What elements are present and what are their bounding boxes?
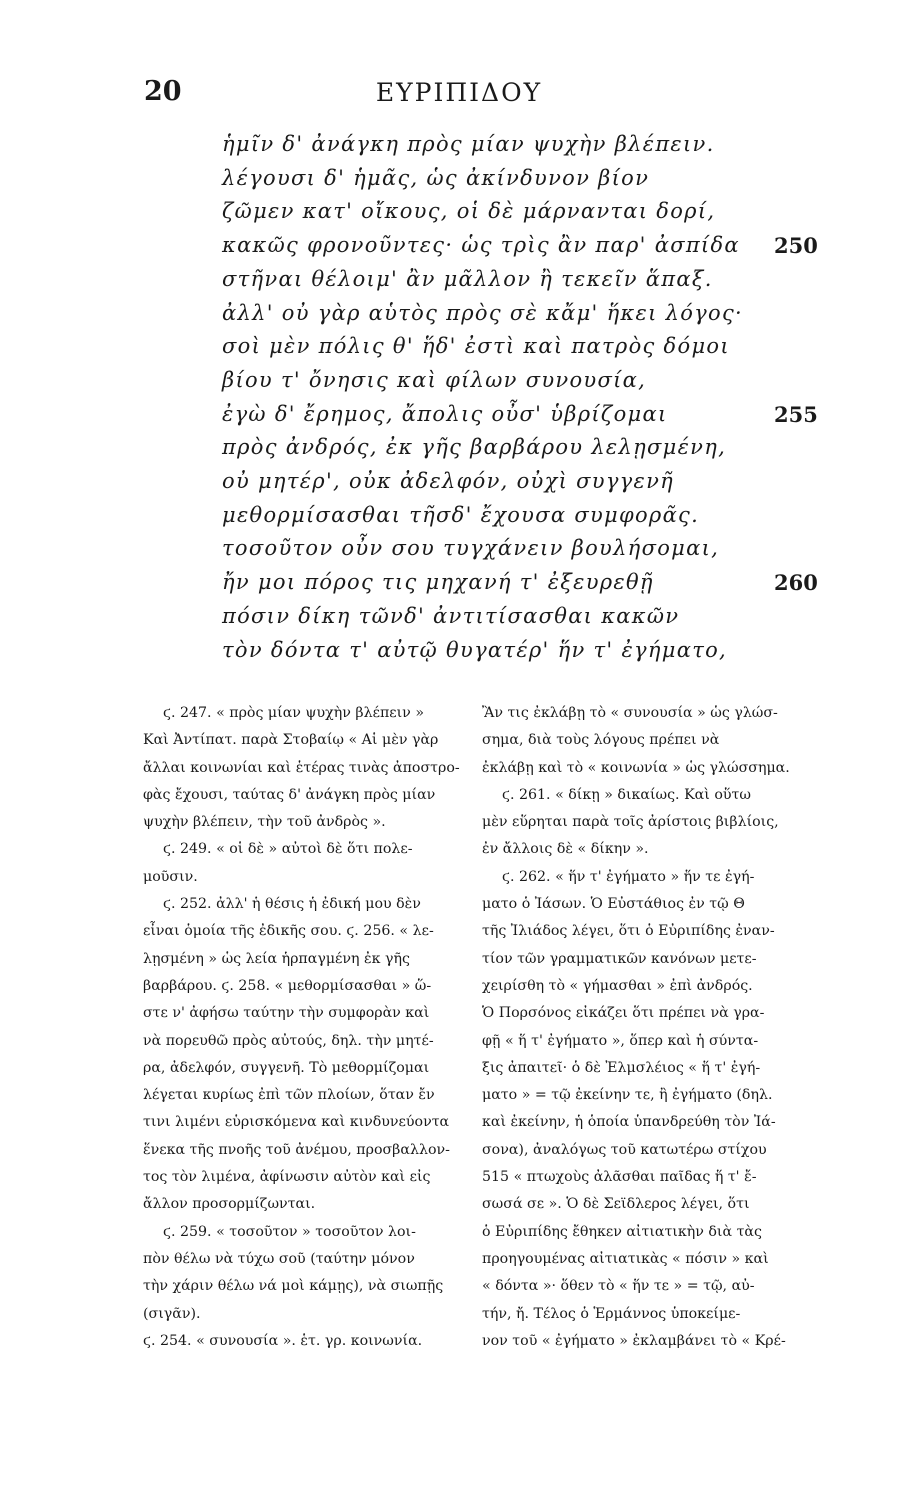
note-line: λῃσμένη » ὡς λεία ἡρπαγμένη ἐκ γῆς bbox=[143, 950, 410, 967]
note-line: ρα, ἀδελφόν, συγγενῆ. Τὸ μεθορμίζομαι bbox=[143, 1059, 430, 1076]
verse-line: ζῶμεν κατ' οἴκους, οἱ δὲ μάρνανται δορί, bbox=[222, 199, 716, 224]
note-line: τίον τῶν γραμματικῶν κανόνων μετε- bbox=[482, 950, 757, 967]
note-line: τῆς Ἰλιάδος λέγει, ὅτι ὁ Εὐριπίδης ἐναν- bbox=[482, 923, 775, 940]
note-line: ματο » = τῷ ἐκείνην τε, ἢ ἐγήματο (δηλ. bbox=[482, 1087, 773, 1104]
notes-right-column bbox=[482, 700, 822, 1355]
note-line: ϛ. 254. « συνουσία ». ἑτ. γρ. κοινωνία. bbox=[143, 1332, 423, 1349]
note-line: τὴν χάριν θέλω νά μοὶ κάμῃς), νὰ σιωπῇς bbox=[143, 1278, 444, 1295]
verse-line-number: 250 bbox=[774, 233, 818, 259]
note-line: πὸν θέλω νὰ τύχω σοῦ (ταύτην μόνον bbox=[143, 1250, 415, 1267]
verse-line: βίου τ' ὄνησις καὶ φίλων συνουσία, bbox=[222, 367, 647, 392]
note-line: μοῦσιν. bbox=[143, 868, 198, 885]
verse-line: πρὸς ἀνδρός, ἐκ γῆς βαρβάρου λελῃσμένη, bbox=[222, 435, 727, 460]
page-header bbox=[0, 70, 918, 110]
note-line: τος τὸν λιμένα, ἀφίνωσιν αὐτὸν καὶ εἰς bbox=[143, 1169, 431, 1186]
note-line: σωσά σε ». Ὁ δὲ Σεϊδλερος λέγει, ὅτι bbox=[482, 1196, 750, 1213]
verse-line-number: 255 bbox=[774, 401, 818, 427]
note-line: ξις ἀπαιτεῖ· ὁ δὲ Ἐλμσλέιος « ἥ τ' ἐγή- bbox=[482, 1059, 761, 1076]
verse-line: μεθορμίσασθαι τῆσδ' ἔχουσα συμφορᾶς. bbox=[222, 502, 700, 527]
note-line: ὁ Εὐριπίδης ἔθηκεν αἰτιατικὴν διὰ τὰς bbox=[482, 1223, 762, 1240]
note-line: 515 « πτωχοὺς ἀλᾶσθαι παῖδας ἥ τ' ἔ- bbox=[482, 1169, 757, 1186]
notes-left-column bbox=[143, 700, 481, 1355]
note-line: Ἂν τις ἐκλάβῃ τὸ « συνουσία » ὡς γλώσ- bbox=[482, 705, 778, 721]
note-line: προηγουμένας αἰτιατικὰς « πόσιν » καὶ bbox=[482, 1250, 769, 1267]
verse-line: ἐγὼ δ' ἔρημος, ἄπολις οὖσ' ὑβρίζομαι bbox=[222, 401, 668, 426]
verse-line: τὸν δόντα τ' αὐτῷ θυγατέρ' ἥν τ' ἐγήματο, bbox=[222, 637, 728, 662]
verse-line: πόσιν δίκη τῶνδ' ἀντιτίσασθαι κακῶν bbox=[222, 603, 680, 628]
note-line: τινι λιμένι εὑρισκόμενα καὶ κινδυνεύοντα bbox=[143, 1114, 450, 1131]
page-number: 20 bbox=[144, 76, 182, 107]
note-line: ἐκλάβῃ καὶ τὸ « κοινωνία » ὡς γλώσσημα. bbox=[482, 759, 790, 776]
note-line: τήν, ἤ. Τέλος ὁ Ἑρμάννος ὑποκείμε- bbox=[482, 1305, 741, 1322]
note-line: ϛ. 261. « δίκῃ » δικαίως. Καὶ οὕτω bbox=[502, 786, 751, 803]
note-line: Ὁ Πορσόνος εἰκάζει ὅτι πρέπει νὰ γρα- bbox=[482, 1005, 765, 1022]
note-line: ϛ. 247. « πρὸς μίαν ψυχὴν βλέπειν » bbox=[163, 705, 424, 721]
note-line: ἕνεκα τῆς πνοῆς τοῦ ἀνέμου, προσβαλλον- bbox=[143, 1141, 450, 1158]
note-line: νον τοῦ « ἐγήματο » ἐκλαμβάνει τὸ « Κρέ- bbox=[482, 1332, 786, 1349]
verse-line-number: 260 bbox=[774, 570, 818, 596]
note-line: ϛ. 262. « ἥν τ' ἐγήματο » ἥν τε ἐγή- bbox=[502, 868, 755, 885]
note-line: ἐν ἄλλοις δὲ « δίκην ». bbox=[482, 841, 649, 858]
verse-line: σοὶ μὲν πόλις θ' ἥδ' ἐστὶ καὶ πατρὸς δόμοι bbox=[222, 334, 730, 359]
verse-line: τοσοῦτον οὖν σου τυγχάνειν βουλήσομαι, bbox=[222, 536, 720, 561]
running-title: ΕΥΡΙΠΙΔΟΥ bbox=[375, 78, 543, 107]
note-line: Καὶ Ἀντίπατ. παρὰ Στοβαίῳ « Αἱ μὲν γὰρ bbox=[143, 732, 439, 749]
note-line: ἄλλαι κοινωνίαι καὶ ἑτέρας τινὰς ἀποστρο- bbox=[143, 759, 460, 776]
note-line: (σιγᾶν). bbox=[143, 1305, 201, 1322]
note-line: στε ν' ἀφήσω ταύτην τὴν συμφορὰν καὶ bbox=[143, 1005, 430, 1022]
verse-line: οὐ μητέρ', οὐκ ἀδελφόν, οὐχὶ συγγενῆ bbox=[222, 469, 675, 493]
note-line: σονα), ἀναλόγως τοῦ κατωτέρω στίχου bbox=[482, 1141, 767, 1158]
note-line: φὰς ἔχουσι, ταύτας δ' ἀνάγκη πρὸς μίαν bbox=[143, 786, 436, 803]
note-line: ματο ὁ Ἰάσων. Ὁ Εὐστάθιος ἐν τῷ Θ bbox=[482, 896, 745, 913]
verse-line: στῆναι θέλοιμ' ἂν μᾶλλον ἢ τεκεῖν ἅπαξ. bbox=[222, 266, 713, 291]
note-line: νὰ πορευθῶ πρὸς αὐτούς, δηλ. τὴν μητέ- bbox=[143, 1032, 434, 1049]
verse-line: λέγουσι δ' ἡμᾶς, ὡς ἀκίνδυνον βίον bbox=[222, 165, 650, 190]
note-line: εἶναι ὁμοία τῆς ἐδικῆς σου. ϛ. 256. « λε- bbox=[143, 923, 434, 940]
verse-line: ἡμῖν δ' ἀνάγκη πρὸς μίαν ψυχὴν βλέπειν. bbox=[222, 132, 715, 156]
verse-line: ἤν μοι πόρος τις μηχανή τ' ἐξευρεθῇ bbox=[222, 570, 654, 595]
note-line: ϛ. 259. « τοσοῦτον » τοσοῦτον λοι- bbox=[163, 1223, 416, 1240]
note-line: καὶ ἐκείνην, ἡ ὁποία ὑπανδρεύθη τὸν Ἰά- bbox=[482, 1114, 776, 1131]
verse-line: κακῶς φρονοῦντες· ὡς τρὶς ἂν παρ' ἀσπίδα bbox=[222, 233, 740, 258]
note-line: « δόντα »· ὅθεν τὸ « ἥν τε » = τῷ, αὐ- bbox=[482, 1278, 755, 1295]
note-line: ϛ. 252. ἀλλ' ἡ θέσις ἡ ἐδική μου δὲν bbox=[163, 896, 421, 913]
note-line: βαρβάρου. ϛ. 258. « μεθορμίσασθαι » ὥ- bbox=[143, 977, 432, 994]
note-line: μὲν εὕρηται παρὰ τοῖς ἀρίστοις βιβλίοις, bbox=[482, 814, 779, 831]
note-line: λέγεται κυρίως ἐπὶ τῶν πλοίων, ὅταν ἔν bbox=[143, 1087, 435, 1104]
note-line: χειρίσθη τὸ « γήμασθαι » ἐπὶ ἀνδρός. bbox=[482, 977, 753, 994]
note-line: φῇ « ἥ τ' ἐγήματο », ὅπερ καὶ ἡ σύντα- bbox=[482, 1032, 759, 1049]
note-line: ϛ. 249. « οἱ δὲ » αὐτοὶ δὲ ὅτι πολε- bbox=[163, 841, 413, 858]
note-line: ψυχὴν βλέπειν, τὴν τοῦ ἀνδρὸς ». bbox=[143, 814, 386, 831]
verse-line: ἀλλ' οὐ γὰρ αὑτὸς πρὸς σὲ κἄμ' ἥκει λόγος· bbox=[222, 300, 743, 325]
note-line: ἄλλον προσορμίζωνται. bbox=[143, 1196, 316, 1213]
note-line: σημα, διὰ τοὺς λόγους πρέπει νὰ bbox=[482, 732, 720, 749]
